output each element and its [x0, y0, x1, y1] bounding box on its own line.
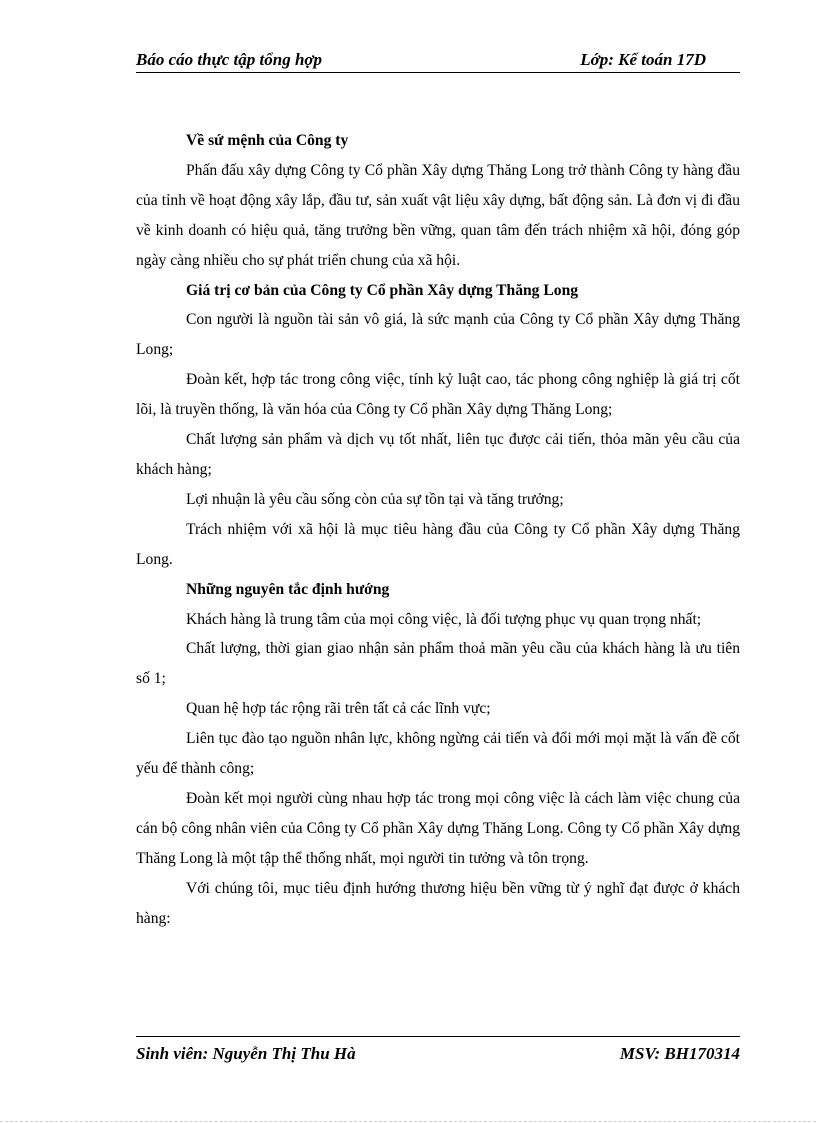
paragraph-principle-training: Liên tục đào tạo nguồn nhân lực, không ngừng cải tiến và đổi mới mọi mặt là vấn đề cốt yếu để thành công;	[136, 730, 740, 778]
section-heading-mission: Về sứ mệnh của Công ty	[186, 132, 349, 149]
page-footer	[136, 1036, 740, 1067]
header-class-label: Lớp: Kế toán 17D	[580, 50, 706, 69]
section-heading-principles: Những nguyên tắc định hướng	[186, 580, 390, 598]
paragraph-brand-goal: Với chúng tôi, mục tiêu định hướng thương hiệu bền vững từ ý nghĩ đạt được ở khách hàng:	[136, 879, 740, 927]
footer-student-id: MSV: BH170314	[619, 1044, 740, 1063]
paragraph-principle-solidarity: Đoàn kết mọi người cùng nhau hợp tác trong mọi công việc là cách làm việc chung của cán bộ công nhân viên của Công ty Cổ phần Xây dựng Thăng Long. Công ty Cổ phần Xây dựng Thăng Long là một tập thể thống nhất, mọi người tin tưởng và tôn trọng.	[136, 789, 740, 867]
paragraph-value-quality: Chất lượng sản phẩm và dịch vụ tốt nhất, liên tục được cải tiến, thỏa mãn yêu cầu của khách hàng;	[136, 431, 740, 478]
paragraph-principle-customer: Khách hàng là trung tâm của mọi công việc, là đối tượng phục vụ quan trọng nhất;	[186, 610, 702, 628]
paragraph-value-people: Con người là nguồn tài sản vô giá, là sức mạnh của Công ty Cổ phần Xây dựng Thăng Long;	[136, 311, 740, 359]
header-report-title: Báo cáo thực tập tổng hợp	[136, 50, 323, 69]
paragraph-value-unity: Đoàn kết, hợp tác trong công việc, tính kỷ luật cao, tác phong công nghiệp là giá trị cốt lõi, là truyền thống, là văn hóa của Công ty Cổ phần Xây dựng Thăng Long;	[136, 371, 740, 419]
paragraph-value-profit: Lợi nhuận là yêu cầu sống còn của sự tồn tại và tăng trưởng;	[186, 490, 564, 508]
document-body	[136, 126, 740, 933]
footer-student-name: Sinh viên: Nguyễn Thị Thu Hà	[136, 1044, 356, 1063]
page-header	[136, 48, 740, 73]
section-heading-core-values: Giá trị cơ bản của Công ty Cổ phần Xây dựng Thăng Long	[186, 281, 579, 299]
page-bottom-edge	[0, 1121, 816, 1122]
paragraph-principle-quality: Chất lượng, thời gian giao nhận sản phẩm thoả mãn yêu cầu của khách hàng là ưu tiên số 1;	[136, 640, 740, 688]
paragraph-value-responsibility: Trách nhiệm với xã hội là mục tiêu hàng đầu của Công ty Cổ phần Xây dựng Thăng Long.	[136, 520, 740, 568]
paragraph-mission: Phấn đấu xây dựng Công ty Cổ phần Xây dựng Thăng Long trở thành Công ty hàng đầu của tỉnh về hoạt động xây lắp, đầu tư, sản xuất vật liệu xây dựng, bất động sản. Là đơn vị đi đầu về kinh doanh có hiệu quả, tăng trưởng bền vững, quan tâm đến trách nhiệm xã hội, đóng góp ngày càng nhiều cho sự phát triển chung của xã hội.	[136, 161, 740, 269]
paragraph-principle-cooperation: Quan hệ hợp tác rộng rãi trên tất cả các lĩnh vực;	[186, 700, 491, 718]
